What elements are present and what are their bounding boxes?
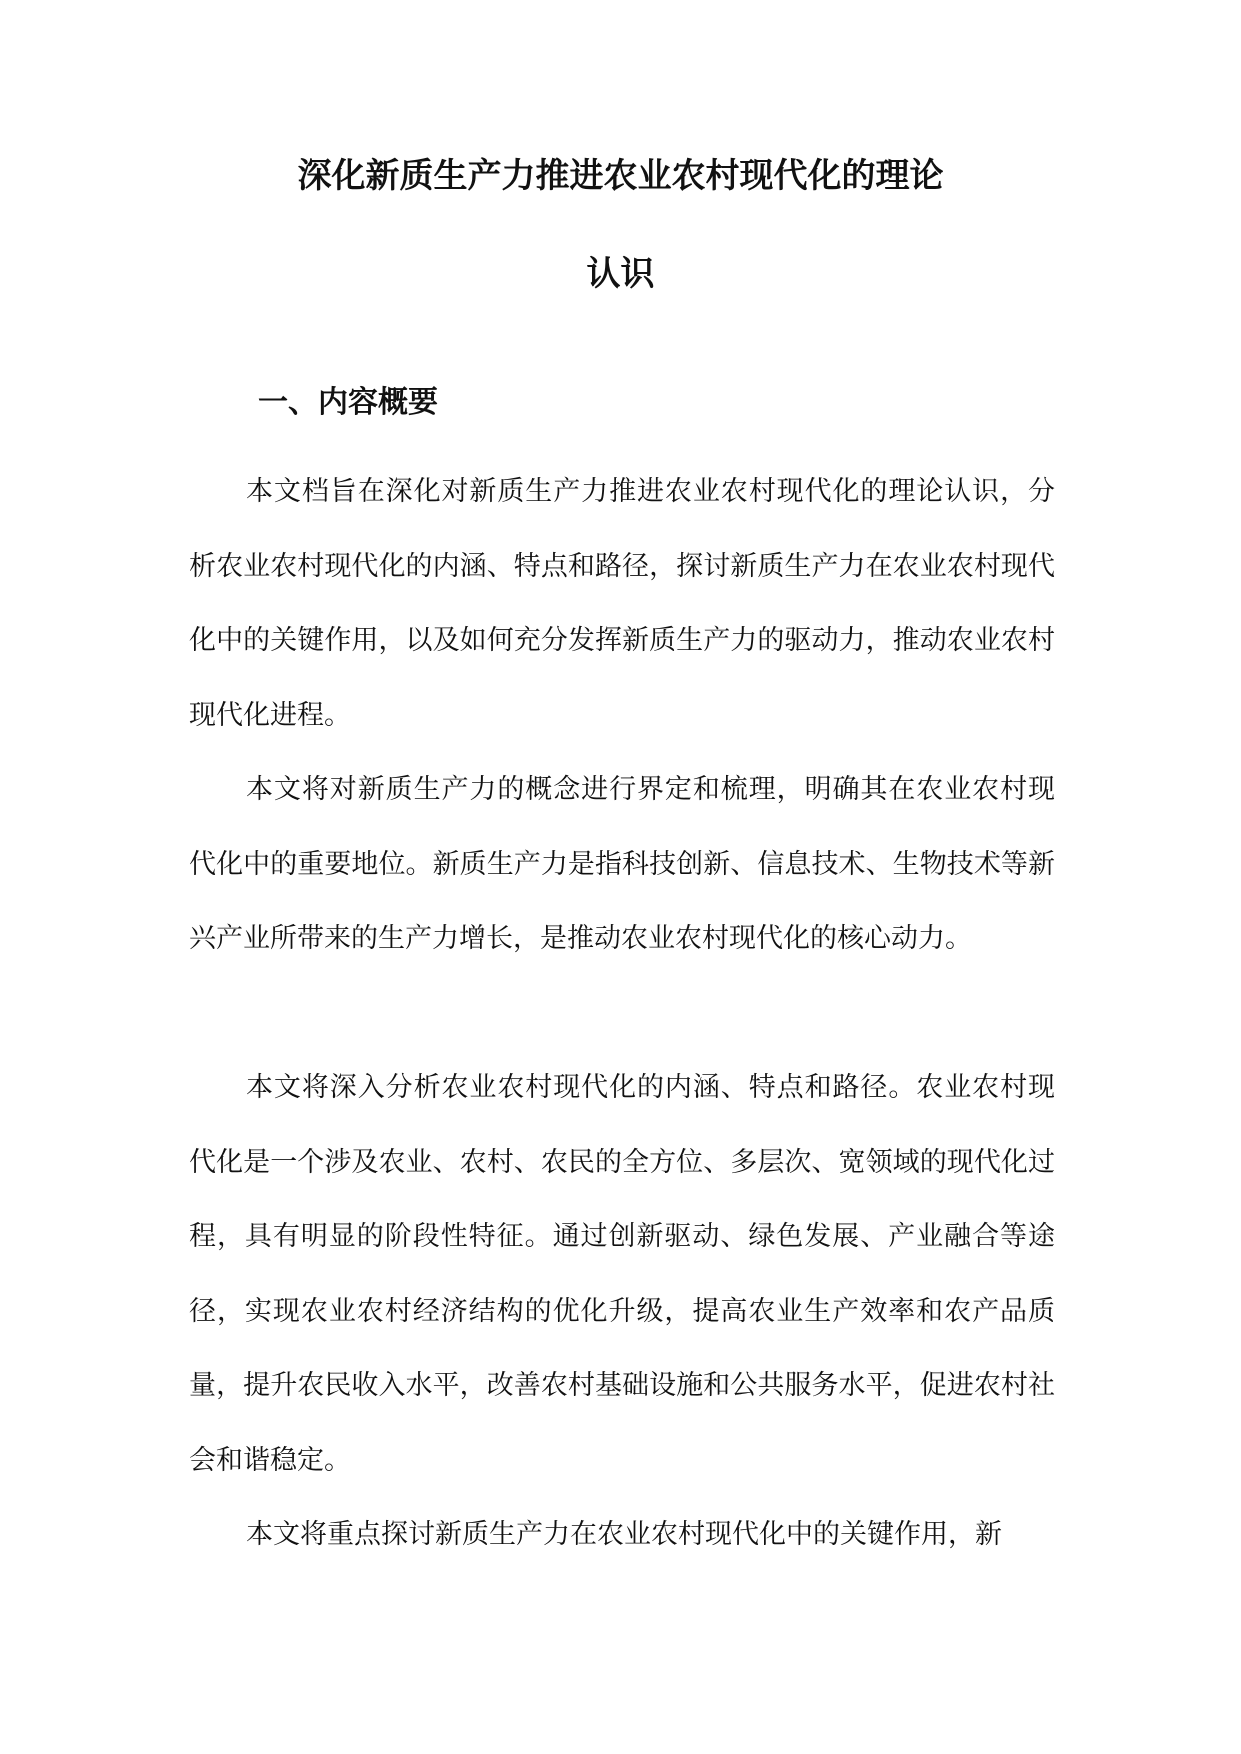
document-title-line-1: 深化新质生产力推进农业农村现代化的理论 (297, 156, 944, 196)
paragraph-2: 本文将对新质生产力的概念进行界定和梳理，明确其在农业农村现代化中的重要地位。新质生产力是指科技创新、信息技术、生物技术等新兴产业所带来的生产力增长，是推动农业农村现代化的核心动力。 (189, 774, 1055, 954)
paragraph-4: 本文将重点探讨新质生产力在农业农村现代化中的关键作用，新 (246, 1519, 1002, 1550)
section-heading: 一、内容概要 (258, 385, 438, 420)
paragraph-3: 本文将深入分析农业农村现代化的内涵、特点和路径。农业农村现代化是一个涉及农业、农村、农民的全方位、多层次、宽领域的现代化过程，具有明显的阶段性特征。通过创新驱动、绿色发展、产业融合等途径，实现农业农村经济结构的优化升级，提高农业生产效率和农产品质量，提升农民收入水平，改善农村基础设施和公共服务水平，促进农村社会和谐稳定。 (189, 1072, 1055, 1476)
document-title-line-2: 认识 (586, 254, 655, 294)
paragraph-1: 本文档旨在深化对新质生产力推进农业农村现代化的理论认识，分析农业农村现代化的内涵、特点和路径，探讨新质生产力在农业农村现代化中的关键作用，以及如何充分发挥新质生产力的驱动力，推动农业农村现代化进程。 (189, 476, 1055, 731)
